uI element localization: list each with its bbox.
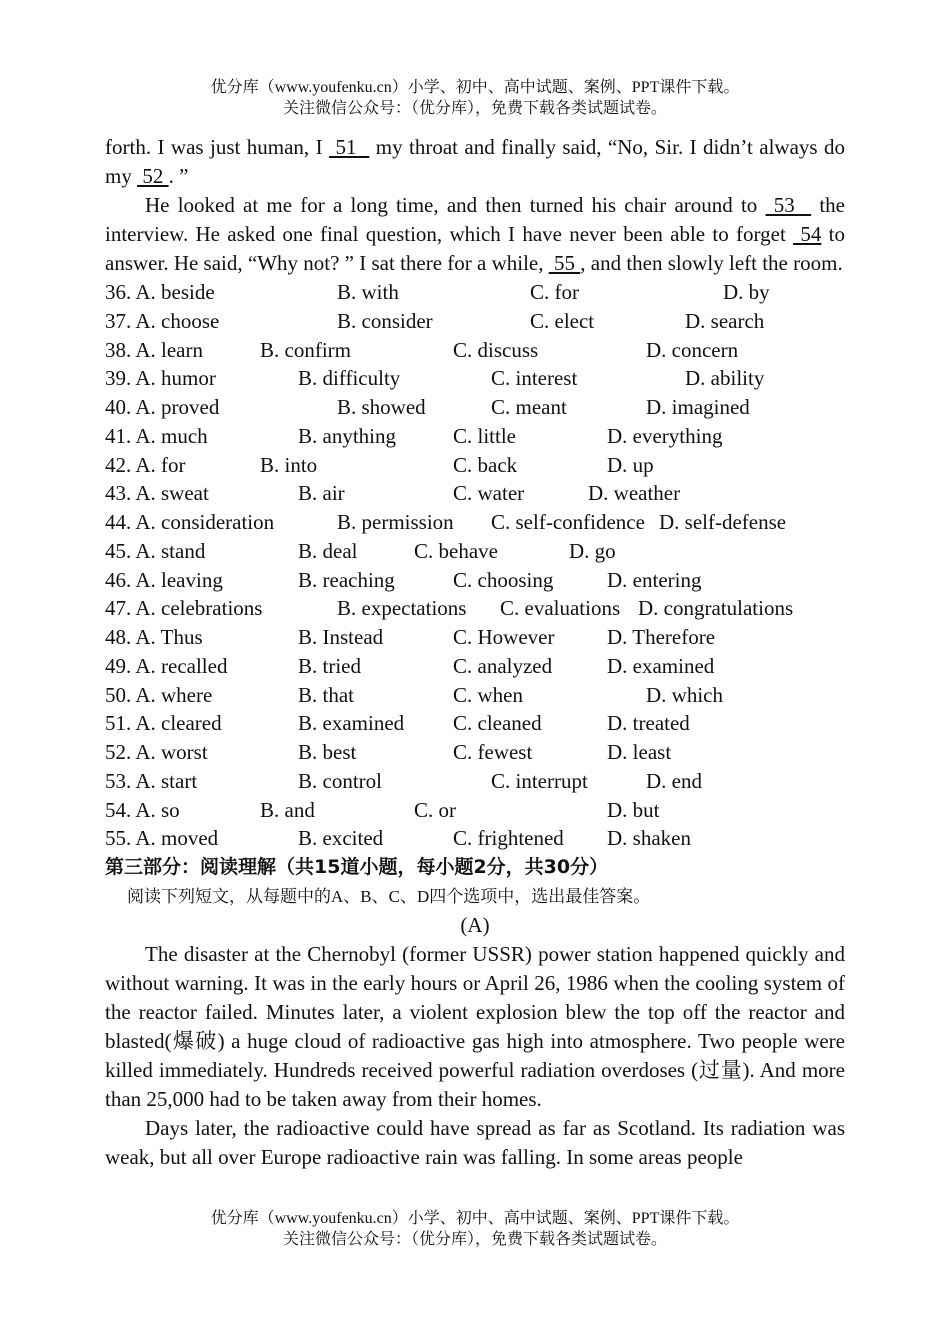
option-c: C. However xyxy=(453,625,555,649)
option-b: B. with xyxy=(337,280,399,304)
blank-51: 51 xyxy=(329,135,370,159)
question-row xyxy=(105,709,845,738)
option-d: D. which xyxy=(646,682,723,707)
question-row xyxy=(105,336,845,365)
option-c: C. elect xyxy=(530,308,595,333)
option-d: D. concern xyxy=(646,337,739,362)
option-b: B. consider xyxy=(337,308,433,333)
option-a: 51. A. cleared xyxy=(105,711,222,736)
question-row xyxy=(105,537,845,566)
question-row xyxy=(105,796,845,825)
option-b: B. best xyxy=(298,740,357,764)
reading-paragraph-2: Days later, the radioactive could have spread as far as Scotland. Its radiation was weak, but all over Europe radioactive rain was falling. In some areas people xyxy=(105,1116,845,1169)
option-c: C. cleaned xyxy=(453,711,542,736)
section-instruction: 阅读下列短文，从每题中的A、B、C、D四个选项中，选出最佳答案。 xyxy=(127,887,651,906)
option-d: D. ability xyxy=(685,366,765,391)
option-a: 38. A. learn xyxy=(105,337,203,362)
option-a: 40. A. proved xyxy=(105,395,220,419)
page-header xyxy=(0,77,950,119)
option-d: D. imagined xyxy=(646,395,750,419)
blank-53: 53 xyxy=(765,193,812,217)
option-a: 54. A. so xyxy=(105,797,180,822)
section-title: 第三部分：阅读理解（共15道小题，每小题2分，共30分） xyxy=(105,856,609,878)
question-options-list xyxy=(105,278,845,853)
option-a: 43. A. sweat xyxy=(105,481,209,506)
option-c: C. or xyxy=(414,797,456,822)
footer-line-1: 优分库（www.youfenku.cn）小学、初中、高中试题、案例、PPT课件下载。 xyxy=(210,1210,740,1227)
question-row xyxy=(105,652,845,681)
option-a: 46. A. leaving xyxy=(105,567,223,592)
option-c: C. fewest xyxy=(453,740,533,764)
option-b: B. expectations xyxy=(337,596,467,621)
option-a: 49. A. recalled xyxy=(105,653,228,678)
option-b: B. deal xyxy=(298,538,358,563)
option-b: B. and xyxy=(260,797,315,822)
passage-title: (A) xyxy=(460,913,490,937)
passage-text: , and then slowly left the room. xyxy=(580,251,843,275)
option-b: B. showed xyxy=(337,395,426,419)
header-line-1: 优分库（www.youfenku.cn）小学、初中、高中试题、案例、PPT课件下载。 xyxy=(210,79,740,96)
option-d: D. everything xyxy=(607,423,723,448)
blank-52: 52 xyxy=(137,164,169,188)
option-b: B. excited xyxy=(298,826,384,851)
option-c: C. meant xyxy=(491,395,567,419)
option-d: D. shaken xyxy=(607,826,691,851)
question-row xyxy=(105,508,845,537)
option-c: C. self-confidence xyxy=(491,510,645,534)
option-b: B. control xyxy=(298,768,382,793)
option-a: 47. A. celebrations xyxy=(105,596,263,621)
option-a: 55. A. moved xyxy=(105,826,219,851)
question-row xyxy=(105,422,845,451)
question-row xyxy=(105,278,845,307)
question-row xyxy=(105,393,845,422)
option-d: D. self-defense xyxy=(659,510,787,534)
option-b: B. that xyxy=(298,682,354,707)
question-row xyxy=(105,566,845,595)
option-d: D. treated xyxy=(607,711,690,736)
option-c: C. evaluations xyxy=(500,596,621,621)
option-a: 53. A. start xyxy=(105,768,198,793)
option-b: B. tried xyxy=(298,653,361,678)
option-c: C. choosing xyxy=(453,567,554,592)
option-b: B. anything xyxy=(298,423,396,448)
option-d: D. congratulations xyxy=(638,596,794,621)
option-d: D. entering xyxy=(607,567,702,592)
header-line-2: 关注微信公众号：（优分库），免费下载各类试题试卷。 xyxy=(282,100,667,117)
option-b: B. into xyxy=(260,452,318,477)
passage-text: to answer. He said, “Why not? ” I sat there for a while, xyxy=(105,222,845,275)
option-a: 36. A. beside xyxy=(105,280,215,304)
blank-54: 54 xyxy=(793,222,822,246)
option-c: C. when xyxy=(453,682,523,707)
option-b: B. difficulty xyxy=(298,366,401,391)
question-row xyxy=(105,479,845,508)
option-a: 39. A. humor xyxy=(105,366,216,391)
option-a: 52. A. worst xyxy=(105,740,208,764)
passage-text: He looked at me for a long time, and then turned his chair around to xyxy=(145,193,766,217)
question-row xyxy=(105,451,845,480)
reading-paragraph-1: The disaster at the Chernobyl (former USSR) power station happened quickly and without warning. It was in the early hours or April 26, 1986 when the cooling system of the reactor failed. Minutes later, a violent explosion blew the top off the reactor and blasted(爆破) a huge cloud of radioactive gas high into atmosphere. Two people were killed immediately. Hundreds received powerful radiation overdoses (过量). And more than 25,000 had to be taken away from their homes. xyxy=(105,942,845,1111)
question-row xyxy=(105,738,845,767)
option-a: 41. A. much xyxy=(105,423,208,448)
question-row xyxy=(105,623,845,652)
question-row xyxy=(105,307,845,336)
option-d: D. end xyxy=(646,768,702,793)
option-c: C. water xyxy=(453,481,525,506)
option-c: C. interrupt xyxy=(491,768,588,793)
option-d: D. least xyxy=(607,740,672,764)
option-c: C. for xyxy=(530,280,579,304)
option-d: D. examined xyxy=(607,653,715,678)
question-row xyxy=(105,594,845,623)
option-b: B. air xyxy=(298,481,345,506)
option-c: C. interest xyxy=(491,366,578,391)
option-a: 45. A. stand xyxy=(105,538,206,563)
option-d: D. Therefore xyxy=(607,625,716,649)
option-d: D. up xyxy=(607,452,654,477)
option-d: D. search xyxy=(685,308,765,333)
question-row xyxy=(105,824,845,853)
option-c: C. frightened xyxy=(453,826,564,851)
option-b: B. permission xyxy=(337,510,454,534)
document-body xyxy=(105,133,845,1172)
option-a: 44. A. consideration xyxy=(105,510,275,534)
page-footer xyxy=(0,1208,950,1250)
option-a: 50. A. where xyxy=(105,682,213,707)
option-d: D. weather xyxy=(588,481,681,506)
option-c: C. discuss xyxy=(453,337,539,362)
option-a: 42. A. for xyxy=(105,452,186,477)
passage-text: forth. I was just human, I xyxy=(105,135,330,159)
option-c: C. behave xyxy=(414,538,498,563)
question-row xyxy=(105,767,845,796)
option-a: 37. A. choose xyxy=(105,308,220,333)
cloze-paragraph-2 xyxy=(105,191,845,278)
option-d: D. but xyxy=(607,797,660,822)
option-d: D. go xyxy=(569,538,616,563)
cloze-paragraph-1 xyxy=(105,133,845,191)
footer-line-2: 关注微信公众号：（优分库），免费下载各类试题试卷。 xyxy=(282,1231,667,1248)
option-b: B. reaching xyxy=(298,567,395,592)
question-row xyxy=(105,364,845,393)
blank-55: 55 xyxy=(548,251,581,275)
option-b: B. confirm xyxy=(260,337,351,362)
option-c: C. little xyxy=(453,423,516,448)
option-a: 48. A. Thus xyxy=(105,625,203,649)
option-b: B. Instead xyxy=(298,625,384,649)
option-c: C. back xyxy=(453,452,518,477)
option-c: C. analyzed xyxy=(453,653,553,678)
question-row xyxy=(105,681,845,710)
option-d: D. by xyxy=(723,280,770,304)
option-b: B. examined xyxy=(298,711,405,736)
passage-text: the interview. He asked one final question, which I have never been able to forget xyxy=(105,193,846,246)
passage-text: . ” xyxy=(168,164,189,188)
passage-text: my throat and finally said, “No, Sir. I didn’t always do my xyxy=(105,135,845,188)
